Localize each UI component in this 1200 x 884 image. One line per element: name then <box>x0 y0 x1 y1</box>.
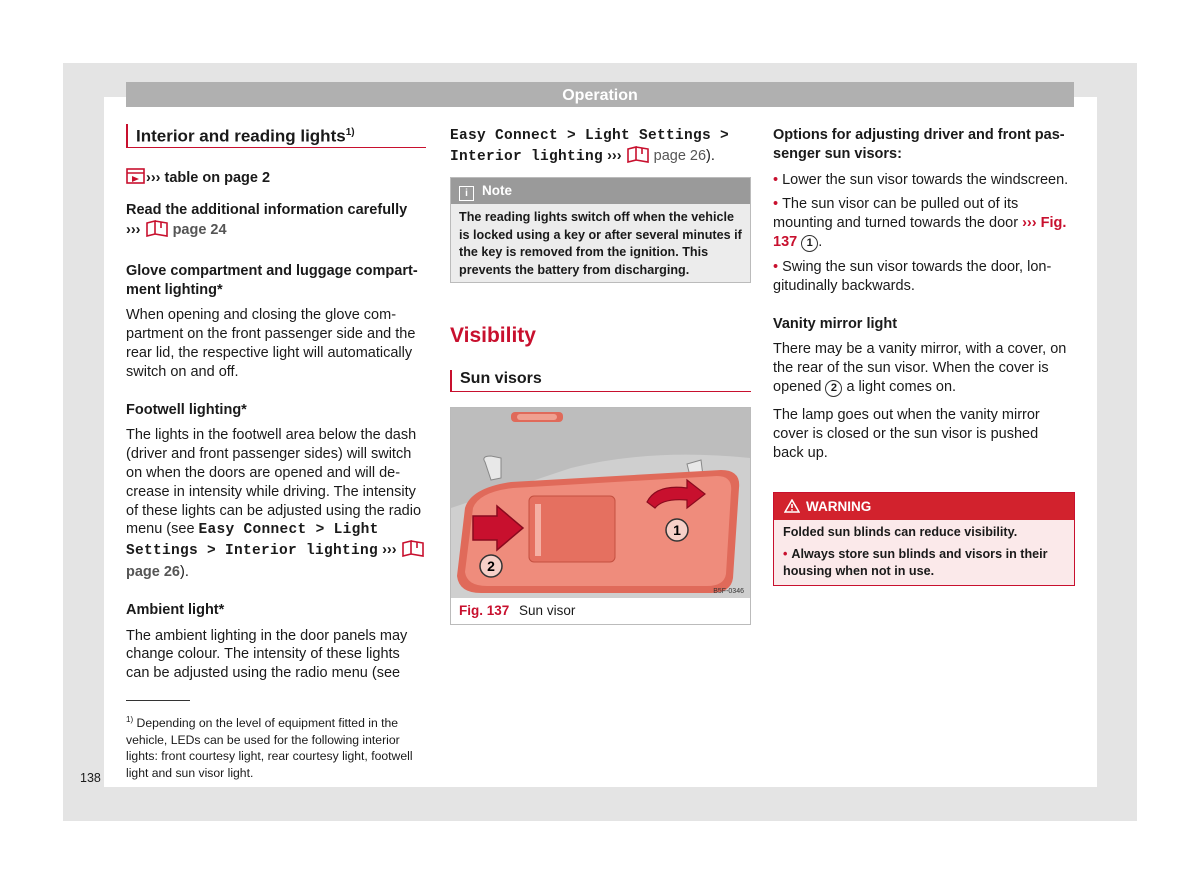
column-left <box>126 124 426 683</box>
bullet-marker <box>773 259 782 275</box>
ambient-heading: Ambient light* <box>126 601 225 618</box>
footnote <box>126 712 422 781</box>
footwell-paragraph <box>126 426 426 581</box>
vanity-text-b: a light comes on. <box>846 378 957 395</box>
warning-body <box>774 520 1074 585</box>
menu-ref[interactable] <box>607 148 706 164</box>
note-text: The reading lights switch off when the vehicle is locked using a key or after several minutes if the key is removed from the ignition. This prevents the battery from discharging. <box>451 204 750 282</box>
footwell-menu-path: Easy Connect > Light Settings > Interior lighting <box>126 522 379 560</box>
glove-text: When opening and closing the glove compartment on the front passenger side and the rear lid, the respective light will automatically switch on and off. <box>126 307 416 380</box>
section-header: Operation <box>126 82 1074 107</box>
read-info-ref[interactable] <box>126 220 426 243</box>
footwell-text: The lights in the footwell area below the dash (driver and front passenger sides) will switch on when the doors are opened and will decrease in intensity while driving. The intensity of these lights can be adjusted using the radio menu (see <box>126 427 422 538</box>
table-reference[interactable] <box>126 168 426 191</box>
footnote-rule <box>126 700 190 701</box>
bullet-lower <box>773 171 1071 190</box>
menu-path: Easy Connect > Light Settings > Interior lighting <box>450 128 730 165</box>
callout-2-ref: 2 <box>825 380 842 397</box>
title-text: Interior and reading lights <box>136 126 346 146</box>
options-heading: Options for adjusting driver and front passenger sun visors: <box>773 127 1065 162</box>
figure-caption <box>459 603 575 618</box>
note-box <box>450 177 751 283</box>
table-icon <box>126 168 146 191</box>
note-header <box>451 178 750 204</box>
note-label: Note <box>482 183 512 198</box>
glove-heading: Glove compartment and luggage compartment lighting* <box>126 262 418 298</box>
warning-box <box>773 492 1075 586</box>
ref-arrows: ››› <box>607 147 622 164</box>
vanity-text <box>773 340 1071 397</box>
ref-arrows: ››› <box>382 542 397 559</box>
vanity-text-a: There may be a vanity mirror, with a cover, on the rear of the sun visor. When the cover is opened <box>773 341 1067 395</box>
callout-1-label: 1 <box>673 522 681 538</box>
warning-header <box>774 493 1074 520</box>
table-ref-text: ››› table on page 2 <box>146 170 271 187</box>
menu-close: ). <box>706 147 715 164</box>
bullet-swing <box>773 258 1071 296</box>
ref-page: page 26 <box>126 564 180 580</box>
book-icon <box>145 220 169 243</box>
read-info: Read the additional information carefully <box>126 202 408 219</box>
bullet-2-text: The sun visor can be pulled out of its mounting and turned towards the door <box>773 196 1019 232</box>
book-icon <box>626 146 650 169</box>
book-icon <box>401 540 425 563</box>
figure-caption-text: Sun visor <box>519 603 576 618</box>
figure-code: B5F-0346 <box>713 588 744 595</box>
ambient-text: The ambient lighting in the door panels may change colour. The intensity of these lights can be adjusted using the radio menu (see <box>126 627 408 682</box>
sun-visors-heading: Sun visors <box>450 370 751 392</box>
ref-arrows: ››› <box>1022 215 1037 232</box>
visibility-heading: Visibility <box>450 324 536 347</box>
ref-page: page 26 <box>653 147 707 164</box>
callout-1-ref: 1 <box>801 235 818 252</box>
bullet-marker <box>773 172 782 188</box>
footnote-text: Depending on the level of equipment fitted in the vehicle, LEDs can be used for the following interior lights: front courtesy light, rear courtesy light, footwell light and sun visor light. <box>126 716 413 780</box>
bullet-3-text: Swing the sun visor towards the door, longitudinally backwards. <box>773 258 1052 294</box>
figure-137 <box>450 407 751 625</box>
ref-fig: Fig. 137 <box>773 215 1067 250</box>
callout-2-label: 2 <box>487 558 495 574</box>
bullet-marker <box>773 196 782 212</box>
menu-line <box>450 126 750 169</box>
footnote-marker: 1) <box>126 715 134 724</box>
warning-line-1: Folded sun blinds can reduce visibility. <box>783 525 1018 539</box>
sun-visor-illustration <box>451 408 750 598</box>
vanity-heading: Vanity mirror light <box>773 315 898 332</box>
bullet-2-end: . <box>818 233 823 250</box>
ref-arrows: ››› <box>126 222 141 239</box>
info-icon: i <box>459 186 474 201</box>
page-number: 138 <box>80 771 101 785</box>
bullet-1-text: Lower the sun visor towards the windscreen. <box>782 171 1069 188</box>
figure-label: Fig. 137 <box>459 603 510 618</box>
title-footnote-marker: 1) <box>345 127 355 138</box>
bullet-pull <box>773 195 1071 252</box>
column-middle <box>450 126 750 169</box>
warning-line-2: Always store sun blinds and visors in their housing when not in use. <box>783 546 1048 578</box>
warning-bullet <box>783 546 1065 581</box>
warning-icon <box>784 495 800 522</box>
column-right <box>773 126 1071 462</box>
footwell-heading: Footwell lighting* <box>126 401 247 418</box>
interior-lights-title <box>126 124 426 148</box>
lamp-text: The lamp goes out when the vanity mirror cover is closed or the sun visor is pushed back up. <box>773 406 1040 461</box>
warning-label: WARNING <box>806 499 872 514</box>
footwell-close: ). <box>180 564 189 580</box>
ref-page: page 24 <box>172 222 227 239</box>
